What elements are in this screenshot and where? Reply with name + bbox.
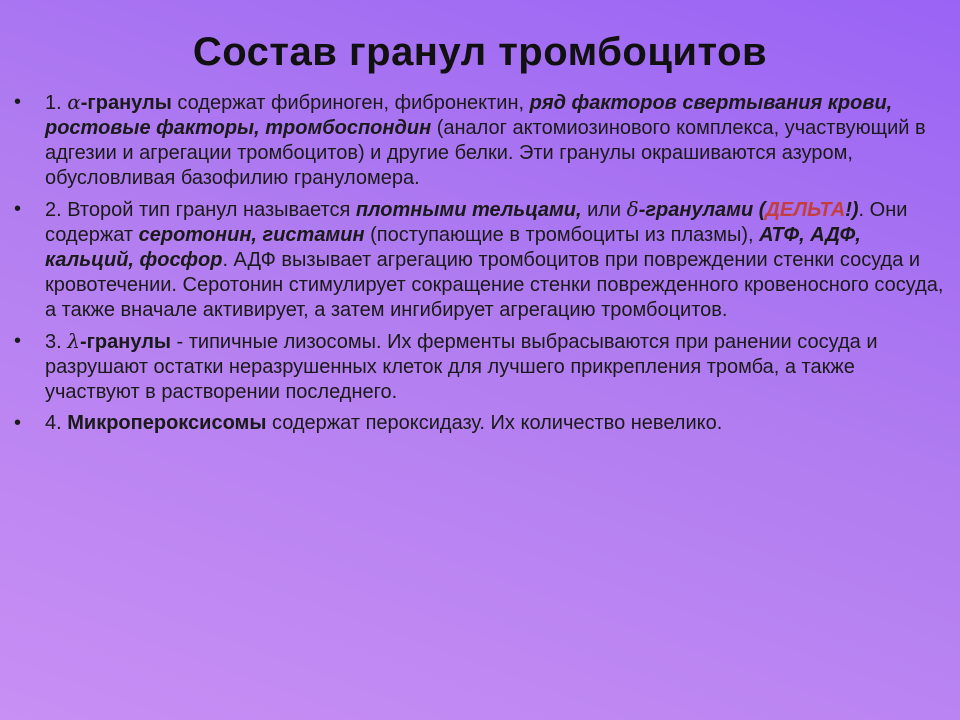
greek-letter: α bbox=[67, 90, 81, 114]
bullet-text-run: 2. Второй тип гранул называется bbox=[45, 199, 356, 221]
bullet-item bbox=[8, 90, 946, 191]
bullet-dot-icon: • bbox=[14, 330, 22, 352]
bullet-text-run: плотными тельцами, bbox=[355, 199, 582, 221]
bullet-item bbox=[8, 411, 946, 436]
bullet-text-run: 4. bbox=[45, 412, 68, 434]
bullet-text-run: 1. bbox=[45, 92, 68, 114]
bullet-text-run: !) bbox=[845, 199, 859, 221]
bullet-text-run: 3. bbox=[45, 331, 68, 353]
bullet-dot-icon: • bbox=[14, 412, 22, 434]
bullet-text-run: . Они содержат bbox=[45, 199, 908, 246]
slide-title: Состав гранул тромбоцитов bbox=[192, 30, 768, 74]
bullet-text-run: -гранулы bbox=[80, 92, 172, 114]
bullet-text-run: или bbox=[581, 199, 627, 221]
bullet-text-run: - типичные лизосомы. Их ферменты выбрасываются при ранении сосуда и разрушают остатки неразрушенных клеток для лучшего прикрепления тромба, а также участвуют в растворении последнего. bbox=[45, 331, 878, 403]
bullet-text-run: содержат фибриноген, фибронектин, bbox=[171, 92, 530, 114]
greek-letter: δ bbox=[626, 197, 639, 221]
bullet-text-run: . АДФ вызывает агрегацию тромбоцитов при повреждении стенки сосуда и кровотечении. Серотонин стимулирует сокращение стенки поврежденного кровеносного сосуда, а также вначале активирует, а затем ингибирует агрегацию тромбоцитов. bbox=[45, 249, 944, 321]
bullet-item bbox=[8, 329, 946, 405]
bullet-text-run: -гранулы bbox=[79, 331, 171, 353]
bullet-text-run: серотонин, гистамин bbox=[138, 224, 365, 246]
bullet-item bbox=[8, 197, 946, 323]
bullet-text-run: (аналог актомиозинового комплекса, участвующий в адгезии и агрегации тромбоцитов) и другие белки. Эти гранулы окрашиваются азуром, обусловливая базофилию грануломера. bbox=[45, 117, 926, 189]
bullet-text-run: ДЕЛЬТА bbox=[765, 199, 846, 221]
bullet-dot-icon: • bbox=[14, 91, 22, 113]
bullet-text-run: содержат пероксидазу. Их количество невелико. bbox=[266, 412, 723, 434]
bullet-text-run: (поступающие в тромбоциты из плазмы), bbox=[364, 224, 760, 246]
bullet-text-run: Микропероксисомы bbox=[67, 412, 267, 434]
bullet-dot-icon: • bbox=[14, 198, 22, 220]
greek-letter: λ bbox=[67, 329, 80, 353]
bullet-text-run: ряд факторов свертывания крови, ростовые факторы, тромбоспондин bbox=[45, 92, 893, 139]
bullet-list bbox=[8, 90, 946, 442]
bullet-text-run: АТФ, АДФ, кальций, фосфор bbox=[45, 224, 861, 271]
bullet-text-run: -гранулами ( bbox=[638, 199, 766, 221]
